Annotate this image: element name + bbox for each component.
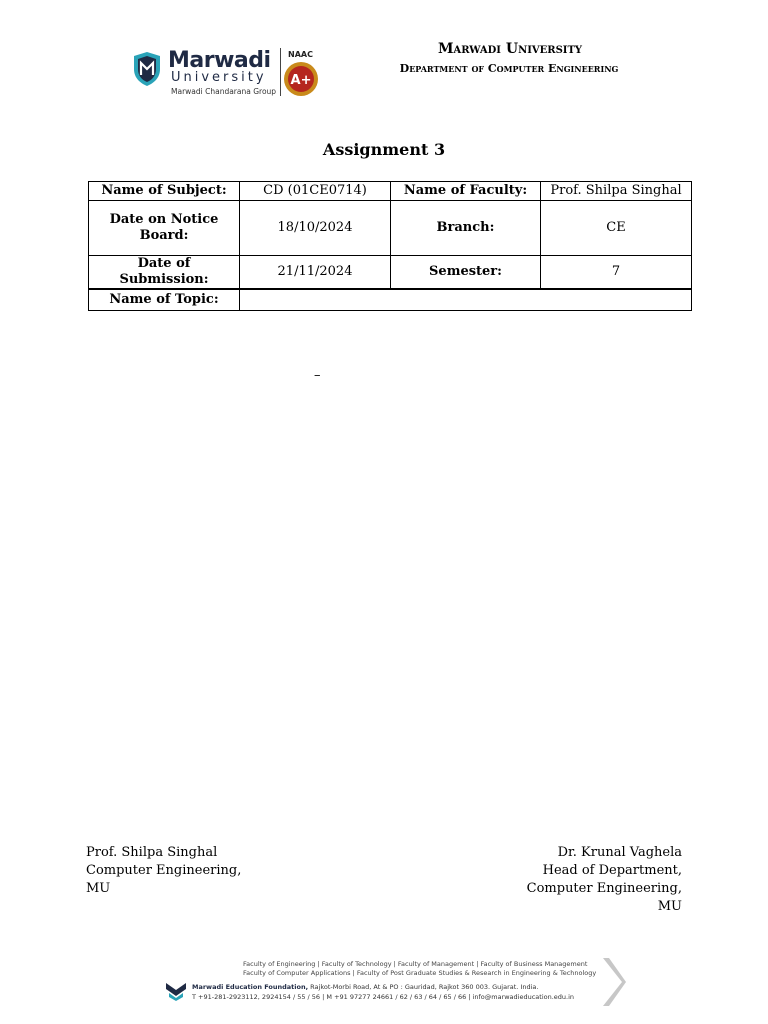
table-row [89,256,692,290]
university-name: Marwadi University [437,41,583,57]
subject-value: CD (01CE0714) [240,182,391,201]
logo-group: Marwadi Chandarana Group [171,87,277,96]
submission-date-value: 21/11/2024 [240,256,391,290]
faculty-signature-name: Prof. Shilpa Singhal [86,845,218,860]
table-row [89,289,692,311]
faculty-signature-org: MU [86,881,111,896]
hod-signature-dept: Computer Engineering, [526,881,682,896]
subject-label: Name of Subject: [89,182,240,201]
chevron-right-icon [600,956,626,1008]
hod-signature-name: Dr. Krunal Vaghela [557,845,682,860]
footer-foundation [192,982,574,1002]
foundation-logo-icon [165,980,187,1002]
foundation-name: Marwadi Education Foundation, [192,983,309,991]
accreditation-label: NAAC [288,50,313,59]
grade-badge-icon [283,61,319,97]
submission-date-label: Date of Submission: [89,256,240,290]
logo-title: Marwadi [168,48,271,73]
foundation-address: Rajkot-Morbi Road, At & PO : Gauridad, Rajkot 360 003. Gujarat. India. [308,983,539,991]
body-mark: – [314,368,321,383]
hod-signature-org: MU [657,899,682,914]
topic-label: Name of Topic: [89,289,240,311]
topic-value [240,289,692,311]
page-title: Assignment 3 [322,140,446,159]
faculty-label: Name of Faculty: [391,182,541,201]
foundation-contact: T +91-281-2923112, 2924154 / 55 / 56 | M +91 97277 24661 / 62 / 63 / 64 / 65 / 66 | info@marwadieducation.edu.in [192,993,575,1001]
shield-icon [132,51,162,87]
logo-subtitle: University [171,70,267,85]
footer-faculties [243,960,596,978]
department-name: Department of Computer Engineering [399,62,619,75]
table-row [89,182,692,201]
notice-date-value: 18/10/2024 [240,201,391,256]
semester-label: Semester: [391,256,541,290]
table-row [89,201,692,256]
footer-faculties-line2: Faculty of Computer Applications | Faculty of Post Graduate Studies & Research in Engineering & Technology [243,969,597,977]
assignment-info-table [88,181,692,311]
logo-divider [280,48,281,96]
notice-date-label: Date on Notice Board: [89,201,240,256]
hod-signature-block [527,844,682,916]
faculty-signature-dept: Computer Engineering, [86,863,242,878]
footer-faculties-line1: Faculty of Engineering | Faculty of Technology | Faculty of Management | Faculty of Business Management [243,960,588,968]
university-logo [130,46,330,102]
page-footer [160,954,630,1010]
faculty-signature-block [86,844,241,898]
branch-value: CE [541,201,692,256]
grade-text: A+ [290,73,312,88]
hod-signature-title: Head of Department, [542,863,682,878]
branch-label: Branch: [391,201,541,256]
semester-value: 7 [541,256,692,290]
faculty-value: Prof. Shilpa Singhal [541,182,692,201]
